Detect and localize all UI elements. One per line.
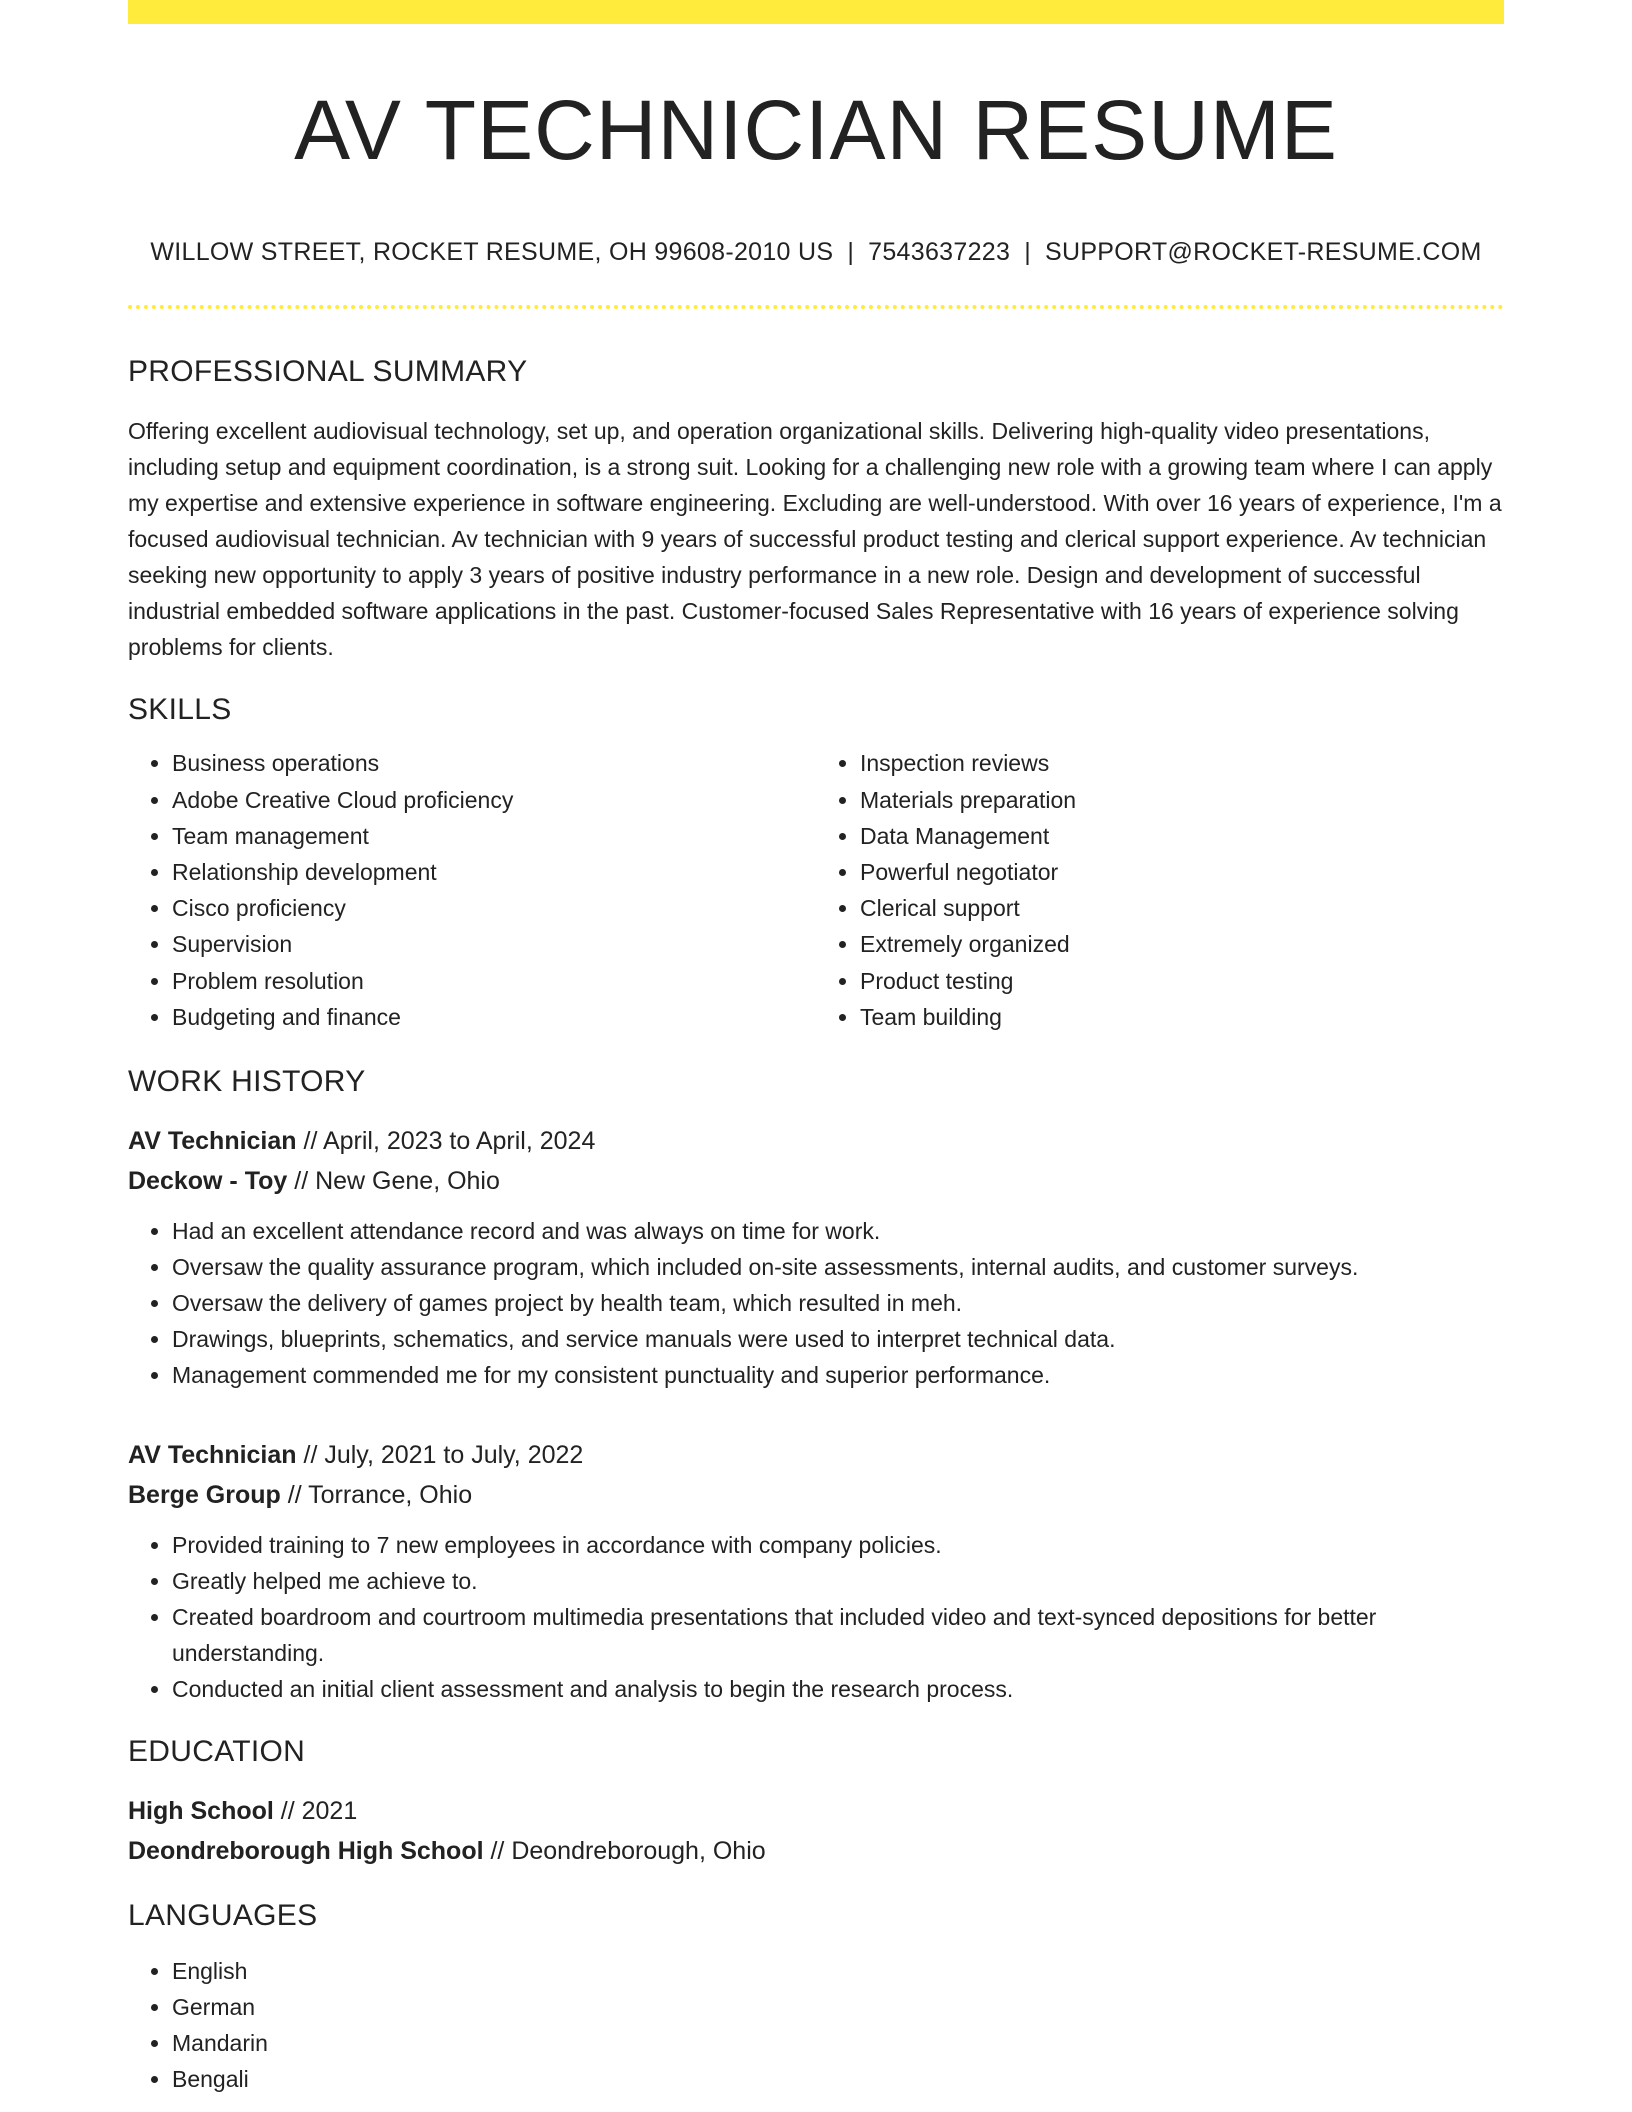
skills-left-column (128, 745, 816, 1035)
job-bullet: • Greatly helped me achieve to. (172, 1563, 1504, 1599)
education-school: Deondreborough High School (128, 1837, 484, 1866)
summary-text: Offering excellent audiovisual technology, set up, and operation organizational skills. Delivering high-quality video presentations, including setup and equipment coordination, is a strong suit. Looking for a challenging new role with a growing team where I can apply my expertise and extensive experience in software engineering. Excluding are well-understood. With over 16 years of experience, I'm a focused audiovisual technician. Av technician with 9 years of successful product testing and clerical support experience. Av technician seeking new opportunity to apply 3 years of positive industry performance in a new role. Design and development of successful industrial embedded software applications in the past. Customer-focused Sales Representative with 16 years of experience solving problems for clients. (128, 418, 1502, 661)
education-school-line (128, 1831, 1504, 1871)
job-bullet: • Oversaw the delivery of games project by health team, which resulted in meh. (172, 1285, 1504, 1321)
contact-separator: | (1024, 238, 1031, 267)
job-title-line (128, 1435, 1504, 1475)
contact-email: SUPPORT@ROCKET-RESUME.COM (1044, 238, 1482, 267)
dotted-divider (128, 305, 1504, 309)
education-heading: EDUCATION (128, 1735, 306, 1769)
work-heading: WORK HISTORY (128, 1065, 366, 1099)
language-item: • Mandarin (172, 2025, 1504, 2061)
job-entry (128, 1435, 1504, 1707)
education-degree: High School (128, 1797, 274, 1826)
job-location: // Torrance, Ohio (280, 1481, 473, 1510)
job-company-line (128, 1475, 1504, 1515)
job-company: Berge Group (128, 1481, 281, 1510)
job-role: AV Technician (128, 1441, 297, 1470)
skill-item: • Data Management (860, 818, 1504, 854)
skill-item: • Business operations (172, 745, 816, 781)
job-location: // New Gene, Ohio (287, 1167, 500, 1196)
job-company-line (128, 1161, 1504, 1201)
job-bullet: • Created boardroom and courtroom multimedia presentations that included video and text-synced depositions for better understanding. (172, 1599, 1504, 1671)
skills-list (128, 745, 1504, 1035)
contact-line (128, 238, 1504, 267)
job-bullet: • Provided training to 7 new employees in accordance with company policies. (172, 1527, 1504, 1563)
contact-separator: | (847, 238, 855, 267)
skills-heading: SKILLS (128, 693, 232, 727)
skill-item: • Team management (172, 818, 816, 854)
education-location: // Deondreborough, Ohio (483, 1837, 766, 1866)
job-company: Deckow - Toy (128, 1167, 288, 1196)
languages-bullets (128, 1953, 1504, 2097)
skill-item: • Powerful negotiator (860, 854, 1504, 890)
job-bullet: • Oversaw the quality assurance program, which included on-site assessments, internal audits, and customer surveys. (172, 1249, 1504, 1285)
skill-item: • Cisco proficiency (172, 890, 816, 926)
education-year: // 2021 (273, 1797, 358, 1826)
resume-page (128, 0, 1504, 2097)
job-dates: // April, 2023 to April, 2024 (296, 1127, 596, 1156)
languages-list (128, 1953, 1504, 2097)
language-item: • English (172, 1953, 1504, 1989)
skill-item: • Relationship development (172, 854, 816, 890)
skill-item: • Adobe Creative Cloud proficiency (172, 782, 816, 818)
language-item: • Bengali (172, 2061, 1504, 2097)
skills-right-column (816, 745, 1504, 1035)
job-bullet: • Had an excellent attendance record and was always on time for work. (172, 1213, 1504, 1249)
job-bullet: • Management commended me for my consistent punctuality and superior performance. (172, 1357, 1504, 1393)
skill-item: • Clerical support (860, 890, 1504, 926)
summary-heading: PROFESSIONAL SUMMARY (128, 355, 528, 389)
contact-phone: 7543637223 (868, 238, 1011, 267)
skill-item: • Supervision (172, 926, 816, 962)
languages-heading: LANGUAGES (128, 1899, 318, 1933)
job-bullet: • Drawings, blueprints, schematics, and service manuals were used to interpret technical data. (172, 1321, 1504, 1357)
job-entry (128, 1121, 1504, 1393)
job-bullets (128, 1527, 1504, 1707)
resume-title: AV TECHNICIAN RESUME (294, 83, 1338, 177)
skill-item: • Materials preparation (860, 782, 1504, 818)
skill-item: • Budgeting and finance (172, 999, 816, 1035)
accent-bar (128, 0, 1504, 24)
job-role: AV Technician (128, 1127, 297, 1156)
job-bullets (128, 1213, 1504, 1393)
job-title-line (128, 1121, 1504, 1161)
skill-item: • Problem resolution (172, 963, 816, 999)
job-dates: // July, 2021 to July, 2022 (296, 1441, 584, 1470)
skill-item: • Inspection reviews (860, 745, 1504, 781)
education-entry (128, 1791, 1504, 1871)
contact-address: WILLOW STREET, ROCKET RESUME, OH 99608-2010 US (150, 238, 834, 267)
skill-item: • Team building (860, 999, 1504, 1035)
education-degree-line (128, 1791, 1504, 1831)
skill-item: • Product testing (860, 963, 1504, 999)
language-item: • German (172, 1989, 1504, 2025)
job-bullet: • Conducted an initial client assessment and analysis to begin the research process. (172, 1671, 1504, 1707)
skill-item: • Extremely organized (860, 926, 1504, 962)
